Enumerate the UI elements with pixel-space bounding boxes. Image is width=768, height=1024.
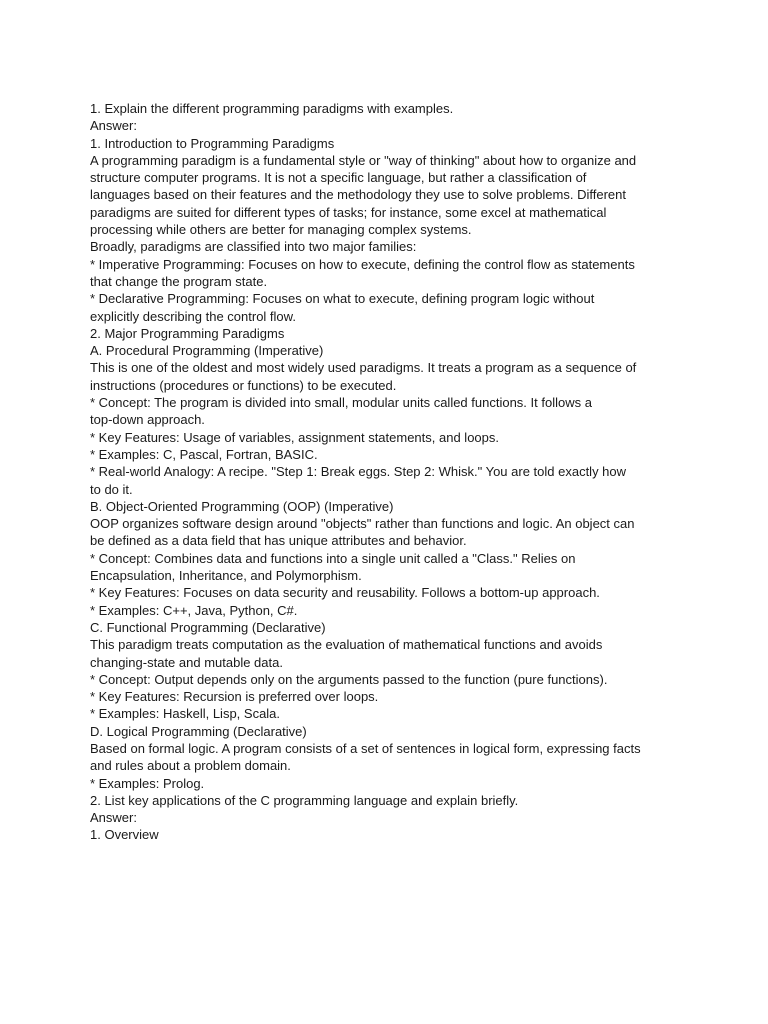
paragraph-line: structure computer programs. It is not a specific language, but rather a classification of bbox=[90, 170, 587, 186]
paragraph-line: be defined as a data field that has unique attributes and behavior. bbox=[90, 533, 467, 549]
subsection-heading: C. Functional Programming (Declarative) bbox=[90, 619, 326, 635]
section-heading: 1. Introduction to Programming Paradigms bbox=[90, 135, 335, 151]
bullet-continuation: Encapsulation, Inheritance, and Polymorphism. bbox=[90, 568, 362, 584]
paragraph-line: Broadly, paradigms are classified into two major families: bbox=[90, 239, 417, 255]
bullet-continuation: explicitly describing the control flow. bbox=[90, 308, 296, 324]
subsection-heading: B. Object-Oriented Programming (OOP) (Imperative) bbox=[90, 498, 394, 514]
document-page bbox=[90, 100, 690, 844]
paragraph-line: OOP organizes software design around "objects" rather than functions and logic. An object can bbox=[90, 516, 635, 532]
bullet-continuation: top-down approach. bbox=[90, 412, 205, 428]
question-heading: 1. Explain the different programming paradigms with examples. bbox=[90, 101, 454, 116]
subsection-heading: A. Procedural Programming (Imperative) bbox=[90, 343, 324, 359]
paragraph-line: changing-state and mutable data. bbox=[90, 654, 283, 670]
bullet-line: * Examples: Haskell, Lisp, Scala. bbox=[90, 706, 281, 722]
bullet-line: * Concept: Output depends only on the arguments passed to the function (pure functions). bbox=[90, 671, 608, 687]
bullet-line: * Declarative Programming: Focuses on what to execute, defining program logic without bbox=[90, 291, 595, 307]
paragraph-line: languages based on their features and the methodology they use to solve problems. Different bbox=[90, 187, 626, 203]
paragraph-line: A programming paradigm is a fundamental style or "way of thinking" about how to organize and bbox=[90, 152, 637, 168]
bullet-line: * Key Features: Usage of variables, assignment statements, and loops. bbox=[90, 429, 499, 445]
paragraph-line: This paradigm treats computation as the evaluation of mathematical functions and avoids bbox=[90, 637, 603, 653]
bullet-line: * Key Features: Focuses on data security and reusability. Follows a bottom-up approach. bbox=[90, 585, 600, 601]
bullet-line: * Key Features: Recursion is preferred over loops. bbox=[90, 689, 379, 705]
bullet-line: * Concept: The program is divided into small, modular units called functions. It follows a bbox=[90, 395, 592, 411]
paragraph-line: Based on formal logic. A program consists of a set of sentences in logical form, expressing facts bbox=[90, 740, 641, 756]
section-heading: 1. Overview bbox=[90, 827, 159, 843]
bullet-line: * Imperative Programming: Focuses on how to execute, defining the control flow as statements bbox=[90, 256, 635, 272]
answer-label: Answer: bbox=[90, 118, 137, 134]
section-heading: 2. Major Programming Paradigms bbox=[90, 325, 285, 341]
bullet-line: * Examples: C++, Java, Python, C#. bbox=[90, 602, 298, 618]
subsection-heading: D. Logical Programming (Declarative) bbox=[90, 723, 307, 739]
bullet-line: * Real-world Analogy: A recipe. "Step 1: Break eggs. Step 2: Whisk." You are told exactly how bbox=[90, 464, 627, 480]
paragraph-line: and rules about a problem domain. bbox=[90, 758, 291, 774]
bullet-line: * Concept: Combines data and functions into a single unit called a "Class." Relies on bbox=[90, 550, 576, 566]
bullet-line: * Examples: C, Pascal, Fortran, BASIC. bbox=[90, 446, 318, 462]
paragraph-line: paradigms are suited for different types of tasks; for instance, some excel at mathematical bbox=[90, 204, 607, 220]
bullet-continuation: that change the program state. bbox=[90, 273, 268, 289]
bullet-continuation: to do it. bbox=[90, 481, 133, 497]
paragraph-line: This is one of the oldest and most widely used paradigms. It treats a program as a sequence of bbox=[90, 360, 637, 376]
bullet-line: * Examples: Prolog. bbox=[90, 775, 205, 791]
answer-label: Answer: bbox=[90, 810, 137, 826]
question-heading: 2. List key applications of the C programming language and explain briefly. bbox=[90, 792, 519, 808]
paragraph-line: processing while others are better for managing complex systems. bbox=[90, 222, 472, 238]
paragraph-line: instructions (procedures or functions) to be executed. bbox=[90, 377, 397, 393]
